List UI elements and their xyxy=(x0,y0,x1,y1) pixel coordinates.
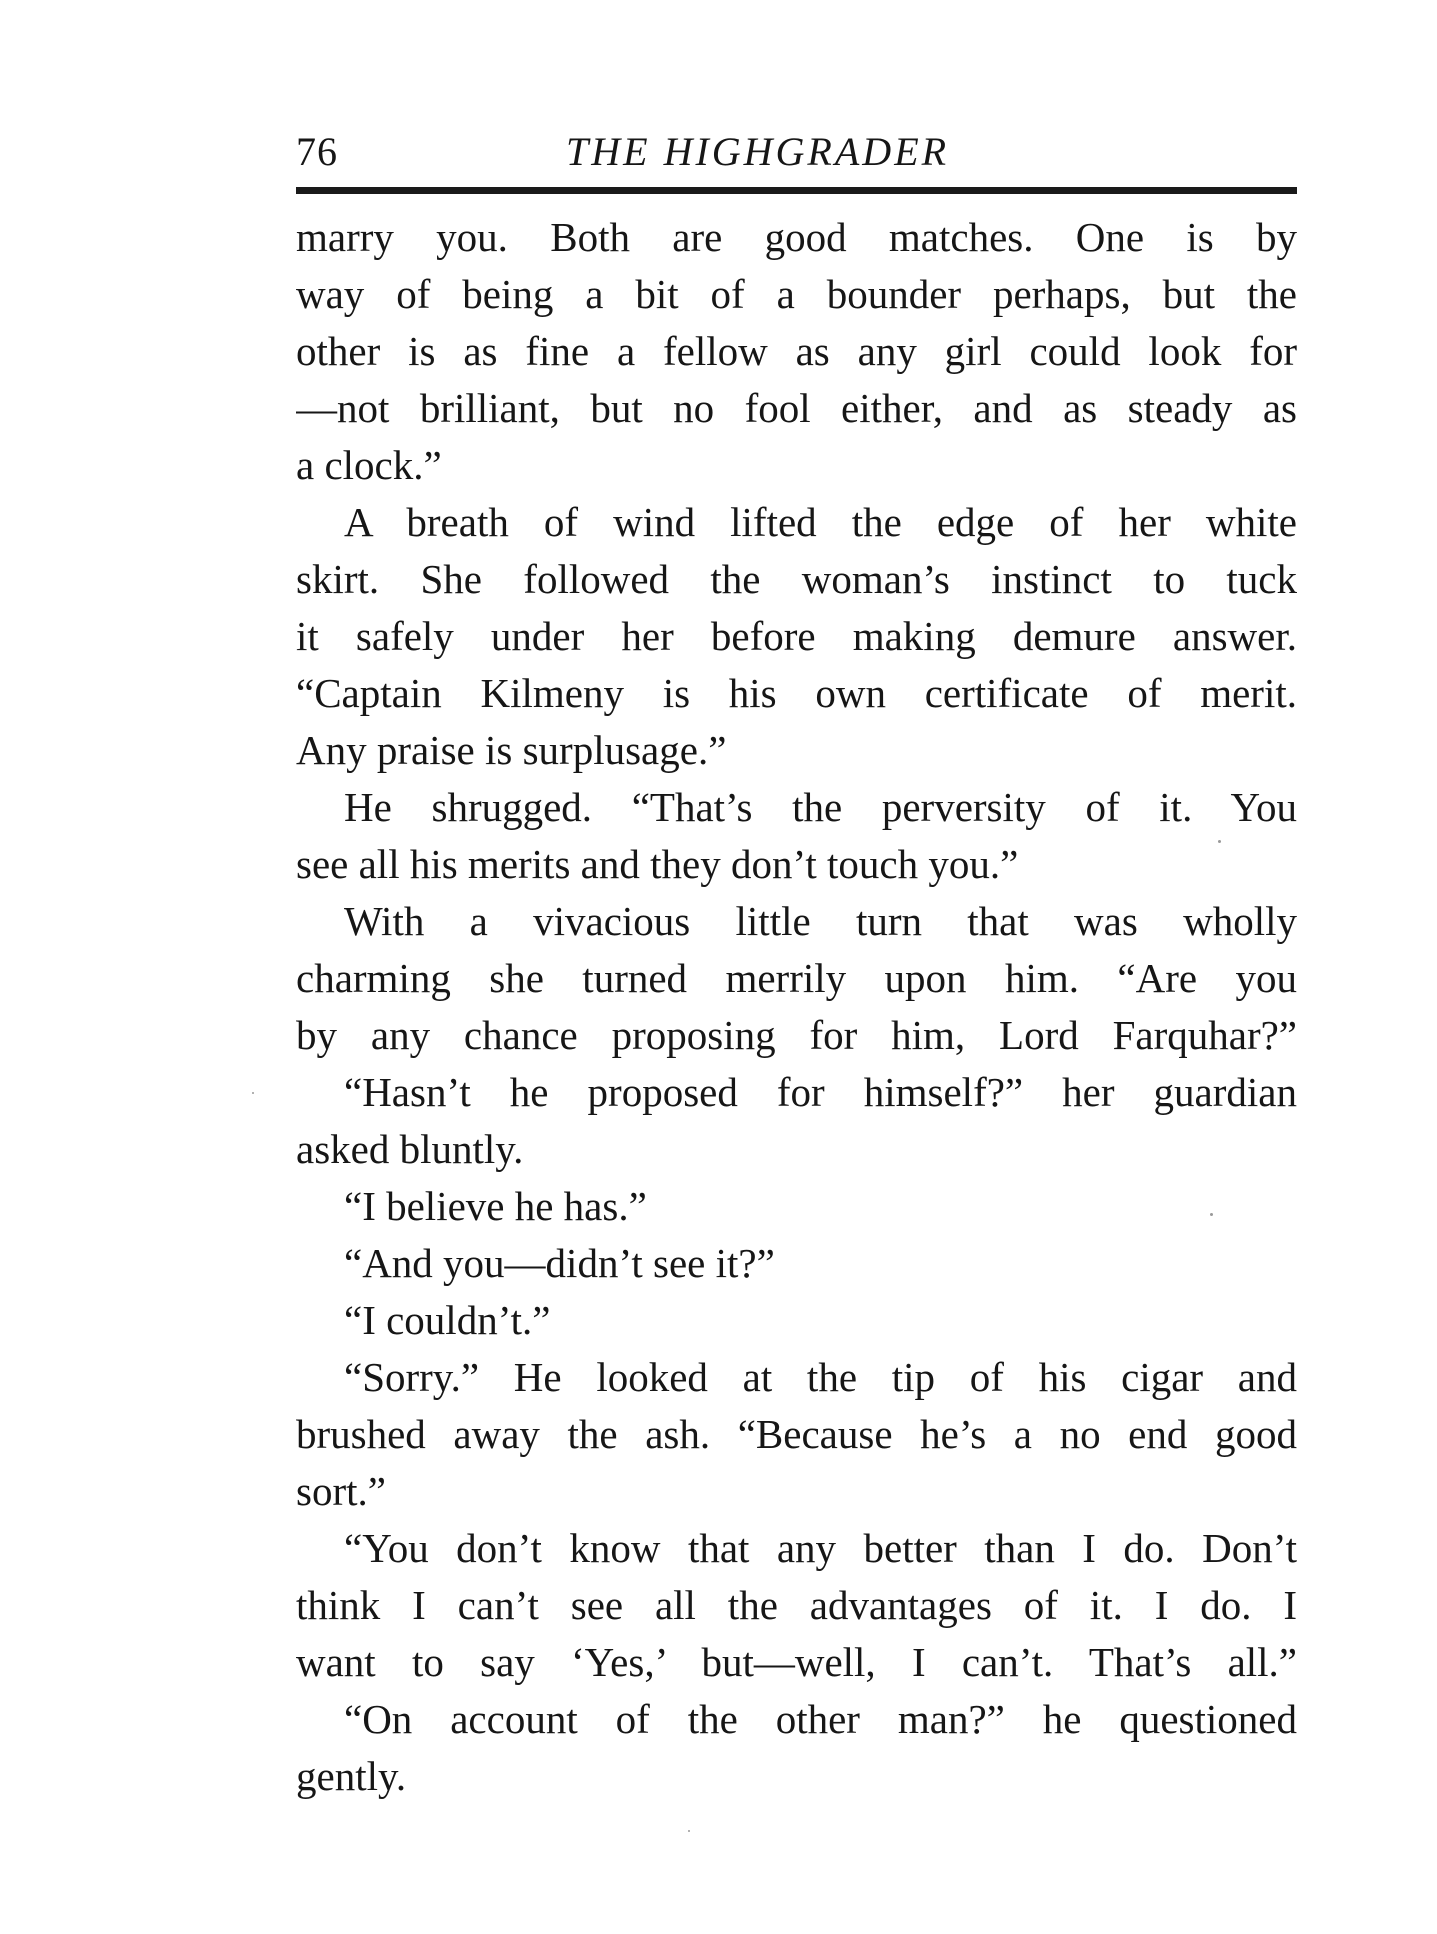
text-line: “On account of the other man?” he questioned xyxy=(344,1696,1297,1742)
text-line: “I believe he has.” xyxy=(344,1183,647,1229)
text-line: marry you. Both are good matches. One is by xyxy=(296,214,1297,260)
text-line: want to say ‘Yes,’ but—well, I can’t. That’s all.” xyxy=(296,1639,1297,1685)
text-line: asked bluntly. xyxy=(296,1126,524,1172)
text-line: way of being a bit of a bounder perhaps, but the xyxy=(296,271,1297,317)
text-line: “And you—didn’t see it?” xyxy=(344,1240,775,1286)
text-line: brushed away the ash. “Because he’s a no end good xyxy=(296,1411,1297,1457)
text-line: “Hasn’t he proposed for himself?” her guardian xyxy=(344,1069,1297,1115)
page-number: 76 xyxy=(296,129,338,174)
text-line: other is as fine a fellow as any girl could look for xyxy=(296,328,1297,374)
text-line: “Captain Kilmeny is his own certificate of merit. xyxy=(296,670,1297,716)
text-line: He shrugged. “That’s the perversity of it. You xyxy=(344,784,1297,830)
text-line: Any praise is surplusage.” xyxy=(296,727,727,773)
text-line: With a vivacious little turn that was wholly xyxy=(344,898,1297,944)
text-line: a clock.” xyxy=(296,442,442,488)
text-line: by any chance proposing for him, Lord Farquhar?” xyxy=(296,1012,1297,1058)
text-line: “Sorry.” He looked at the tip of his cigar and xyxy=(344,1354,1297,1400)
scan-speck xyxy=(688,1830,690,1832)
text-line: “I couldn’t.” xyxy=(344,1297,551,1343)
body-text xyxy=(296,209,1297,1805)
text-line: charming she turned merrily upon him. “Are you xyxy=(296,955,1297,1001)
scan-speck xyxy=(1210,1213,1213,1216)
text-line: skirt. She followed the woman’s instinct to tuck xyxy=(296,556,1297,602)
header-rule xyxy=(296,187,1297,194)
running-title: THE HIGHGRADER xyxy=(566,129,950,174)
scan-speck xyxy=(252,1092,254,1094)
text-line: think I can’t see all the advantages of it. I do. I xyxy=(296,1582,1297,1628)
text-line: gently. xyxy=(296,1753,407,1799)
text-line: it safely under her before making demure answer. xyxy=(296,613,1297,659)
page-header xyxy=(296,124,1297,186)
text-line: see all his merits and they don’t touch you.” xyxy=(296,841,1019,887)
text-line: “You don’t know that any better than I do. Don’t xyxy=(344,1525,1297,1571)
text-line: sort.” xyxy=(296,1468,386,1514)
scan-speck xyxy=(1218,840,1221,843)
text-line: A breath of wind lifted the edge of her white xyxy=(344,499,1297,545)
text-line: —not brilliant, but no fool either, and as steady as xyxy=(296,385,1297,431)
